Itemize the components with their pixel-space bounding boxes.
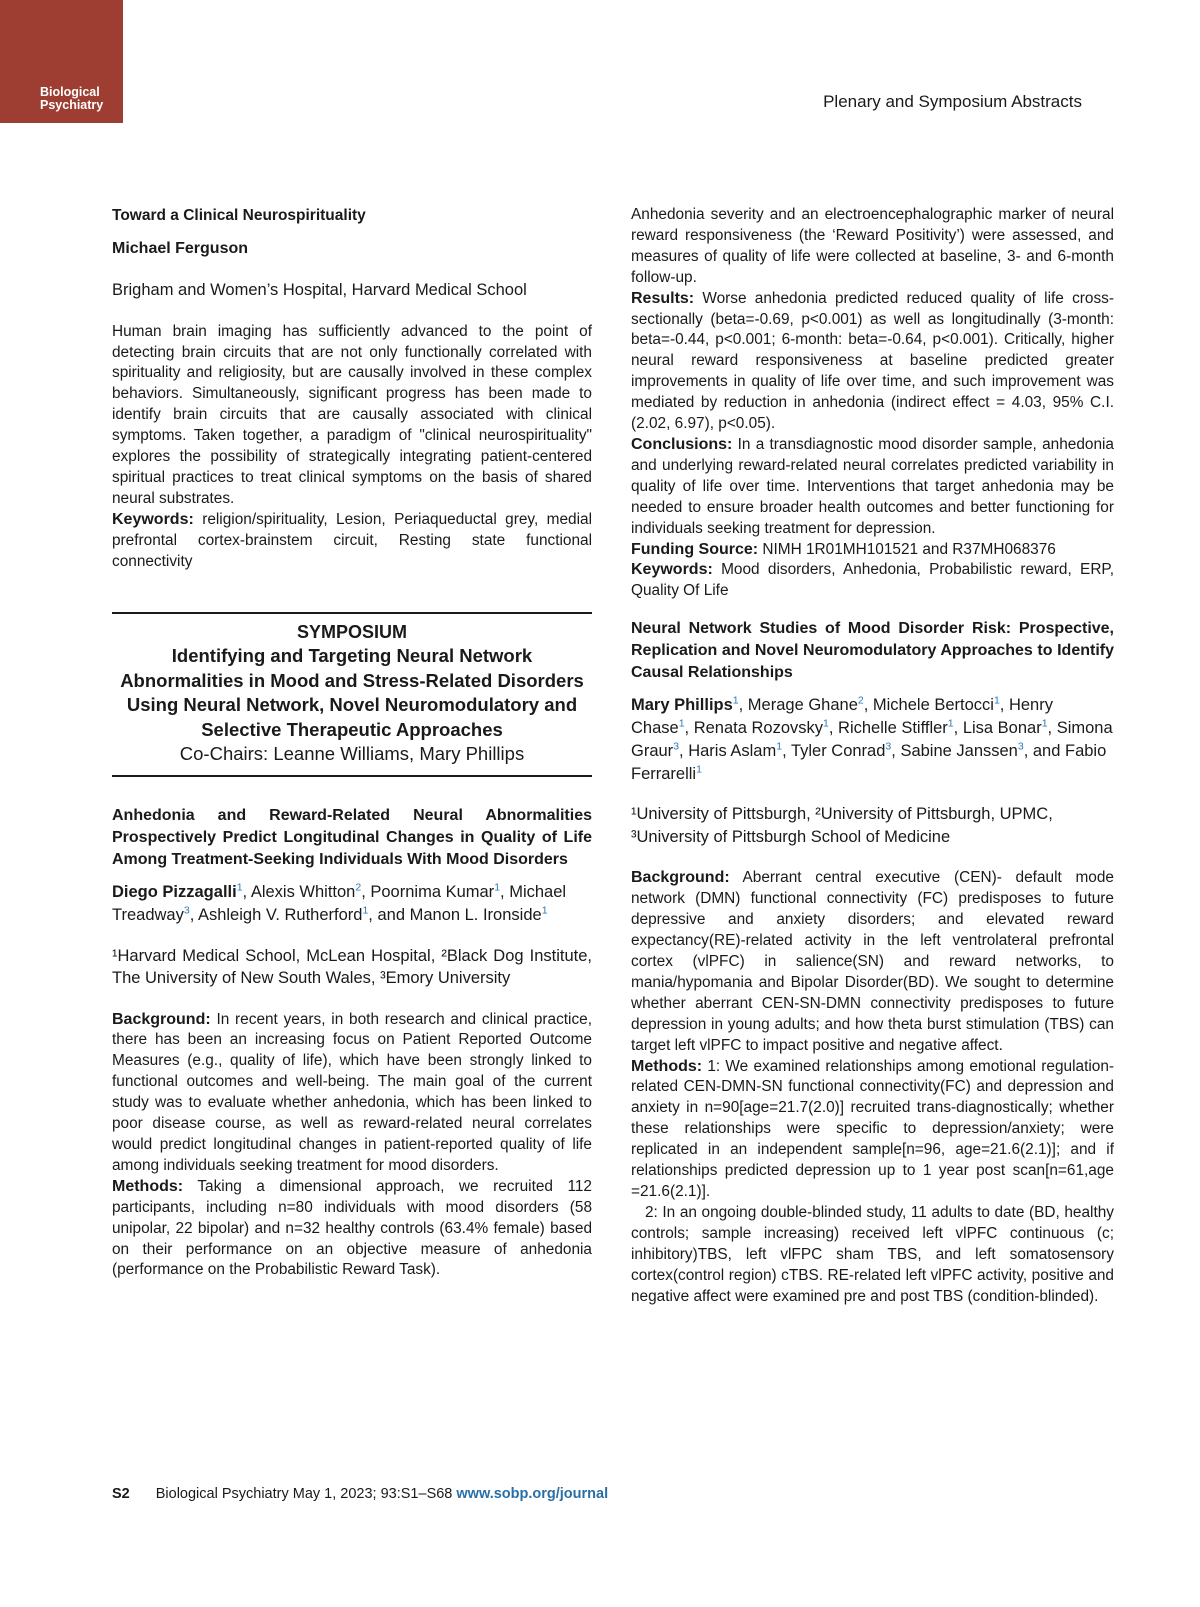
abstract2-funding [631,540,1114,561]
author-name: Poornima Kumar$^1$ [370,881,501,901]
background-label: Background: [112,1010,211,1028]
author-name: Haris Aslam$^1$ [688,740,783,760]
affiliation-marker[interactable]: 1 [236,881,243,894]
author-name: Michele Bertocci$^1$ [872,694,1000,715]
conclusions-label: Conclusions: [631,435,733,453]
affiliation-marker[interactable]: 1 [993,694,1000,707]
right-column [631,205,1114,1307]
results-text: Worse anhedonia predicted reduced quality of life cross-sectionally (beta=-0.69, p<0.001) as well as longitudinally (3-month: beta=-0.44, p<0.001; 6-month: beta=-0.64, p<0.001). Critically, higher neural reward responsiveness at baseline predicted greater improvements in quality of life over time, and such improvement was mediated by reduction in anhedonia (indirect effect = 4.03, 95% C.I. (2.02, 6.97), p<0.05). [631,289,1114,433]
affiliation-marker[interactable]: 1 [696,763,702,776]
abstract2-title: Anhedonia and Reward-Related Neural Abnormalities Prospectively Predict Longitudinal Changes in Quality of Life Among Treatment-Seeking Individuals With Mood Disorders [112,806,592,868]
abstract1-title: Toward a Clinical Neurospirituality [112,207,366,224]
methods-label: Methods: [631,1057,703,1075]
affiliation-marker[interactable]: 1 [947,717,954,730]
abstract2-results [631,289,1114,435]
symposium-chairs: Co-Chairs: Leanne Williams, Mary Phillips [179,743,525,765]
abstract3-affiliations: ¹University of Pittsburgh, ²University of Pittsburgh, UPMC, ³University of Pittsburgh School of Medicine [631,805,1053,846]
affiliation-marker[interactable]: 1 [678,717,685,730]
citation: Biological Psychiatry May 1, 2023; 93:S1–S68 [155,1486,453,1502]
background-label: Background: [631,869,730,887]
author-name: Manon L. Ironside$^1$ [409,904,548,924]
author-name: Mary Phillips$^1$ [631,694,739,715]
abstract2-conclusions [631,435,1114,540]
abstract2-methods-continued: Anhedonia severity and an electroencephalographic marker of neural reward responsiveness (the ‘Reward Positivity’) were assessed, and measures of quality of life were collected at baseline, 3- and 6-month follow-up. [631,206,1114,286]
author-name: Merage Ghane$^2$ [747,694,864,715]
abstract2-keywords [631,560,1114,602]
author-name: Tyler Conrad$^3$ [790,740,892,760]
affiliation-marker[interactable]: 1 [1041,717,1048,730]
abstract1-affiliation: Brigham and Women’s Hospital, Harvard Medical School [112,281,527,300]
affiliation-marker[interactable]: 2 [355,881,362,894]
abstract1-author: Michael Ferguson [112,239,249,257]
affiliation-marker[interactable]: 1 [823,717,829,730]
journal-url-link[interactable]: www.sobp.org/journal [456,1486,609,1502]
author-name: Sabine Janssen$^3$ [900,740,1024,760]
author-name: Fabio Ferrarelli$^1$ [631,741,1107,783]
affiliation-marker[interactable]: 2 [857,694,864,707]
abstract2-affiliations: ¹Harvard Medical School, McLean Hospital, ²Black Dog Institute, The University of New South Wales, ³Emory University [112,946,592,988]
page-number: S2 [112,1486,130,1502]
author-name: Alexis Whitton$^2$ [250,881,362,901]
abstract1-body: Human brain imaging has sufficiently advanced to the point of detecting brain circuits that are not only functionally correlated with spirituality and religiosity, but are causally involved in these complex behaviors. Simultaneously, significant progress has been made to identify brain circuits that are causally associated with clinical symptoms. Taken together, a paradigm of "clinical neurospirituality" explores the possibility of strategically integrating patient-centered spiritual practices to treat clinical symptoms on the basis of shared neural substrates. [112,322,592,507]
page-footer [112,1486,608,1502]
methods-text: Taking a dimensional approach, we recruited 112 participants, including n=80 individuals with mood disorders (58 unipolar, 22 bipolar) and n=32 healthy controls (63.4% female) based on their performance on an objective measure of anhedonia (performance on the Probabilistic Reward Task). [112,1177,592,1279]
abstract2-background [112,1010,592,1177]
affiliation-marker[interactable]: 1 [732,694,739,707]
funding-label: Funding Source: [631,540,759,558]
running-head: Plenary and Symposium Abstracts [823,92,1082,111]
author-name: Ashleigh V. Rutherford$^1$ [197,904,369,924]
funding-text: NIMH 1R01MH101521 and R37MH068376 [762,540,1056,558]
abstract3-authors: Mary Phillips$^1$, Merage Ghane$^2$, Michele Bertocci$^1$, Henry Chase$^1$, Renata Rozovsky$^1$, Richelle Stiffler$^1$, Lisa Bonar$^1$, Simona Graur$^3$, Haris Aslam$^1$, Tyler Conrad$^3$, Sabine Janssen$^3$, and Fabio Ferrarelli$^1$ [631,694,1113,783]
abstract1-keywords [112,510,592,573]
methods-text: 1: We examined relationships among emotional regulation-related CEN-DMN-SN functional connectivity(FC) and depression and anxiety in n=90[age=21.7(2.0)] recruited trans-diagnostically; whether these relationships were specific to depression/anxiety; were replicated in an independent sample[n=96, age=21.6(2.1)]; and if relationships predicted depression up to 1 year post scan[n=61,age =21.6(2.1)]. [631,1057,1115,1200]
background-text: In recent years, in both research and clinical practice, there has been an increasing focus on Patient Reported Outcome Measures (e.g., quality of life), which have been strongly linked to functional outcomes and well-being. The main goal of the current study was to evaluate whether anhedonia, which has been linked to poor disease course, as well as reward-related neural correlates would predict longitudinal changes in patient-reported quality of life among individuals seeking treatment for mood disorders. [112,1010,592,1174]
affiliation-marker[interactable]: 3 [885,740,892,753]
affiliation-marker[interactable]: 1 [776,740,783,753]
keywords-text: religion/spirituality, Lesion, Periaqueductal grey, medial prefrontal cortex-brainstem circuit, Resting state functional connectivity [112,510,592,570]
symposium-title: Identifying and Targeting Neural Network Abnormalities in Mood and Stress-Related Disorders Using Neural Network, Novel Neuromodulatory and Selective Therapeutic Approaches [120,645,584,740]
author-name: Lisa Bonar$^1$ [962,717,1048,738]
affiliation-marker[interactable]: 1 [362,904,369,917]
results-label: Results: [631,289,695,307]
affiliation-marker[interactable]: 3 [1017,740,1024,753]
abstract3-background [631,868,1114,1056]
author-name: Richelle Stiffler$^1$ [838,717,954,738]
affiliation-marker[interactable]: 3 [183,904,190,917]
left-column [112,205,592,1281]
journal-name-line1: Biological [40,85,100,99]
abstract2-authors: Diego Pizzagalli$^1$, Alexis Whitton$^2$, Poornima Kumar$^1$, Michael Treadway$^3$, Ashleigh V. Rutherford$^1$, and Manon L. Ironside$^1$ [112,881,567,924]
abstract2-methods [112,1177,592,1282]
keywords-text: Mood disorders, Anhedonia, Probabilistic reward, ERP, Quality Of Life [631,561,1114,600]
author-name: Diego Pizzagalli$^1$ [112,881,243,901]
methods-label: Methods: [112,1177,184,1195]
symposium-box [112,612,592,777]
affiliation-marker[interactable]: 1 [494,881,501,894]
author-name: Simona Graur$^3$ [631,719,1113,760]
abstract3-title: Neural Network Studies of Mood Disorder Risk: Prospective, Replication and Novel Neuromodulatory Approaches to Identify Causal Relationships [631,620,1114,682]
journal-logo-badge [0,0,123,123]
background-text: Aberrant central executive (CEN)- default mode network (DMN) functional connectivity (FC) predisposes to future depressive and anxiety disorders; and elevated reward expectancy(RE)-related activity in the left ventrolateral prefrontal cortex (vlPFC) in salience(SN) and reward networks, to mania/hypomania and Bipolar Disorder(BD). We sought to determine whether aberrant CEN-SN-DMN connectivity predisposes to future depression in young adults; and how theta burst stimulation (TBS) can target left vlPFC to impact positive and negative affect. [631,869,1114,1054]
conclusions-text: In a transdiagnostic mood disorder sample, anhedonia and underlying reward-related neural correlates predicted variability in quality of life over time. Interventions that target anhedonia may be needed to ensure broader health outcomes and better functioning for individuals seeking treatment for depression. [631,435,1114,537]
keywords-label: Keywords: [631,561,713,579]
symposium-heading: SYMPOSIUM [296,622,407,643]
affiliation-marker[interactable]: 1 [541,904,548,917]
abstract3-methods [631,1057,1114,1203]
journal-name-line2: Psychiatry [40,98,104,112]
author-name: Michael Treadway$^3$ [112,882,567,924]
affiliation-marker[interactable]: 3 [673,740,680,753]
author-name: Renata Rozovsky$^1$ [693,717,829,738]
author-name: Henry Chase$^1$ [631,696,1053,738]
keywords-label: Keywords: [112,510,194,528]
abstract3-methods-part2: 2: In an ongoing double-blinded study, 11 adults to date (BD, healthy controls; sample increasing) received left vlPFC continuous (c; inhibitory)TBS, left vlFPC sham TBS, and left somatosensory cortex(control region) cTBS. RE-related left vlPFC activity, positive and negative affect were examined pre and post TBS (condition-blinded). [631,1203,1114,1305]
